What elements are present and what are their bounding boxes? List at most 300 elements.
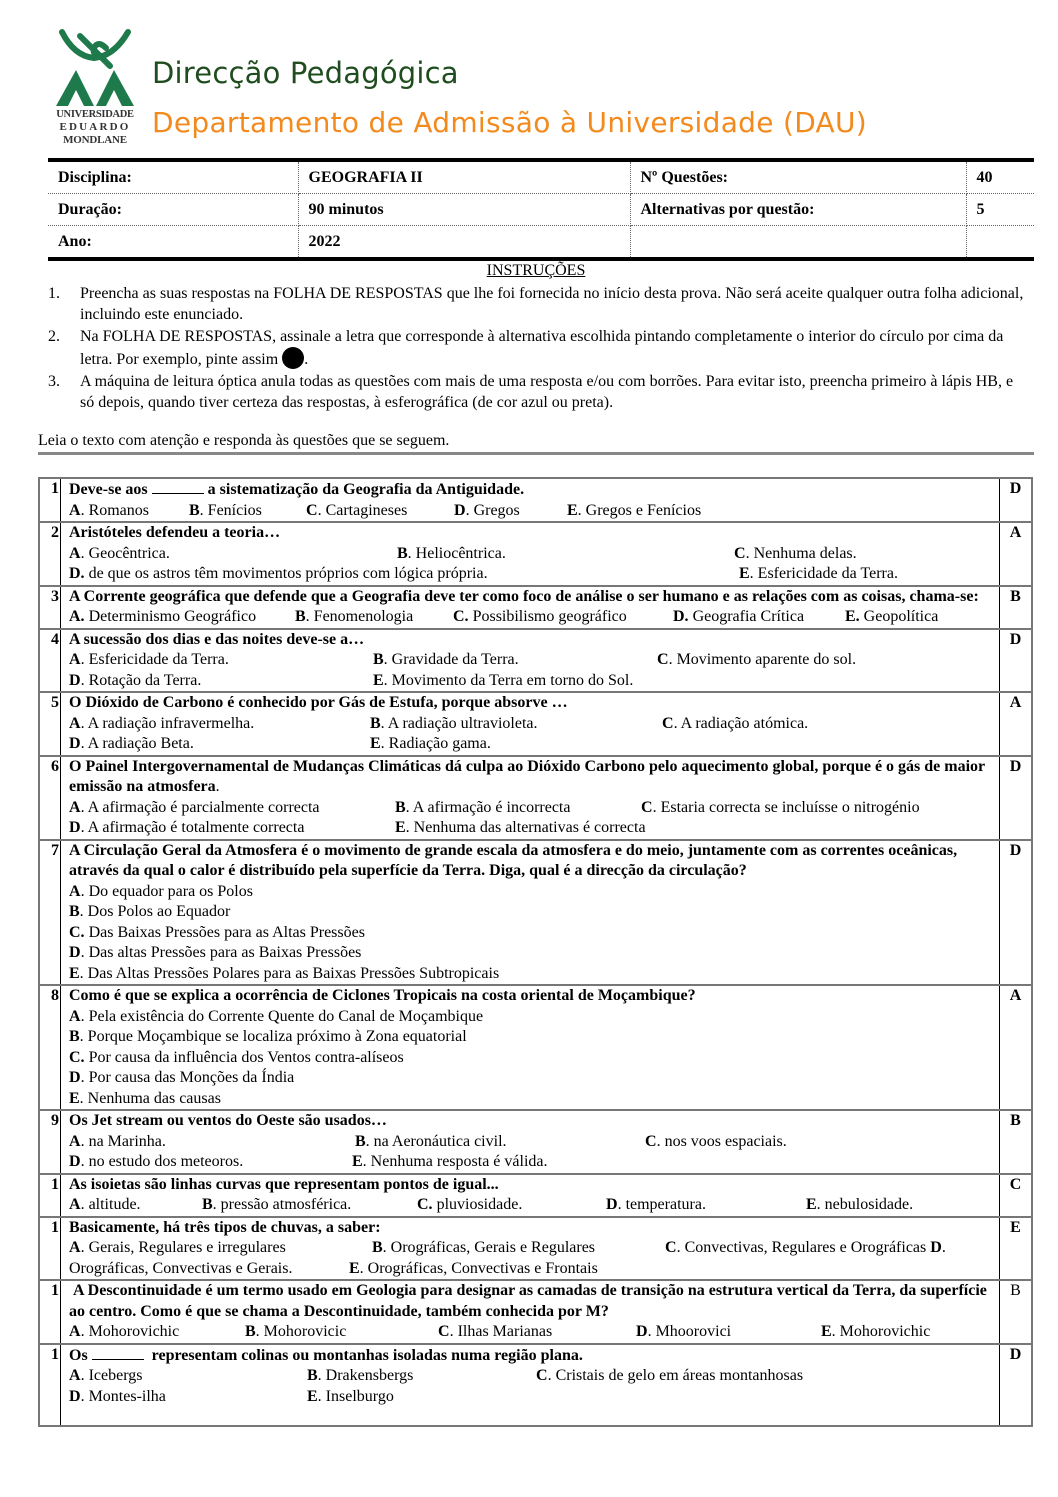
question-row xyxy=(39,629,1032,693)
option-d xyxy=(69,1068,993,1089)
option-letter: E xyxy=(739,565,750,582)
question-row xyxy=(39,522,1032,586)
option-text: . A radiação infravermelha. xyxy=(80,714,255,732)
logo-emblem-icon xyxy=(54,26,136,108)
option-text: . Fenícios xyxy=(199,501,262,519)
answer-key: B xyxy=(1000,586,1033,629)
option-b xyxy=(307,1366,413,1387)
option-d xyxy=(454,501,520,522)
option-letter: C xyxy=(536,1367,548,1384)
option-b xyxy=(395,798,570,819)
option-e xyxy=(567,501,701,522)
option-b xyxy=(69,1027,993,1048)
instruction-number: 3. xyxy=(48,373,60,390)
question-text: O Dióxido de Carbono é conhecido por Gás de Estufa, porque absorve … xyxy=(69,694,568,711)
option-text: . Gregos e Fenícios xyxy=(577,501,702,519)
instruction-text: Na FOLHA DE RESPOSTAS, assinale a letra que corresponde à alternativa escolhida pintando completamente o interior do círculo por cima da letra. Por exemplo, pinte assim xyxy=(80,328,1004,368)
options-row xyxy=(69,650,993,671)
option-letter: A xyxy=(69,1367,81,1384)
option-letter: A xyxy=(69,1196,81,1213)
option-text: . na Marinha. xyxy=(80,1132,166,1150)
option-letter: D xyxy=(69,1387,81,1405)
option-text: . Porque Moçambique se localiza próximo à Zona equatorial xyxy=(79,1028,467,1045)
option-d xyxy=(69,671,201,692)
option-letter: E. xyxy=(845,608,860,625)
question-text: Aristóteles defendeu a teoria… xyxy=(69,524,281,541)
questoes-value: 40 xyxy=(966,160,1034,194)
option-text: . Esfericidade da Terra. xyxy=(749,565,898,582)
filled-circle-icon xyxy=(282,347,304,369)
option-letter: C xyxy=(641,798,653,816)
option-text: . Movimento da Terra em torno do Sol. xyxy=(383,671,634,689)
question-text: A sucessão dos dias e das noites deve-se a… xyxy=(69,630,365,648)
question-body xyxy=(61,1344,1000,1426)
options-row xyxy=(69,1366,993,1387)
document-header xyxy=(48,24,948,154)
option-text: . Drakensbergs xyxy=(317,1367,414,1384)
option-letter: C. xyxy=(69,923,85,941)
option-letter: E xyxy=(395,819,406,836)
question-number: 5 xyxy=(39,692,61,756)
instructions-list xyxy=(48,283,1026,413)
option-text: O Painel Intergovernamental de Mudanças Climáticas dá culpa ao Dióxido Carbono pelo aquecimento global, porque é o gás de maior emissão na atmosfera xyxy=(69,757,985,795)
option-letter: E xyxy=(373,671,384,689)
option-text: . Orográficas, Convectivas e Frontais xyxy=(359,1259,598,1277)
question-row xyxy=(39,692,1032,756)
option-text: . Geocêntrica. xyxy=(80,544,170,562)
question-text-end: representam colinas ou montanhas isoladas numa região plana. xyxy=(147,1346,583,1364)
option-text: . Rotação da Terra. xyxy=(80,671,202,689)
option-text: . Dos Polos ao Equador xyxy=(79,903,231,920)
question-number: 7 xyxy=(39,840,61,986)
option-text: . Radiação gama. xyxy=(380,735,491,752)
option-text: . A radiação atómica. xyxy=(673,714,809,732)
option-b xyxy=(295,607,413,628)
question-text xyxy=(69,757,993,798)
answer-key: A xyxy=(1000,522,1033,586)
question-number: 3 xyxy=(39,586,61,629)
answer-key: D xyxy=(1000,840,1033,986)
option-letter: E xyxy=(821,1323,832,1340)
option-a xyxy=(69,1322,179,1343)
option-text: . temperatura. xyxy=(617,1196,706,1213)
question-text: Basicamente, há três tipos de chuvas, a saber: xyxy=(69,1218,381,1236)
option-e xyxy=(739,564,898,585)
option-a xyxy=(69,1132,166,1153)
options-row xyxy=(69,564,993,585)
instruction-item xyxy=(48,326,1026,370)
options-row xyxy=(69,1322,993,1343)
logo-line-1: UNIVERSIDADE xyxy=(56,109,134,120)
option-text: . nos voos espaciais. xyxy=(656,1132,787,1150)
option-d-continued: Orográficas, Convectivas e Gerais. xyxy=(69,1259,293,1277)
option-letter: C xyxy=(645,1132,657,1150)
option-text: . Mohorovichic xyxy=(80,1323,180,1340)
question-row xyxy=(39,1217,1032,1281)
option-e xyxy=(806,1195,913,1216)
question-text-end: a sistematização da Geografia da Antiguidade. xyxy=(207,481,525,498)
info-row xyxy=(48,194,1034,226)
option-text: . A radiação Beta. xyxy=(80,735,194,752)
question-number: 1 xyxy=(39,1174,61,1217)
option-text: Geografia Crítica xyxy=(688,608,805,625)
question-body xyxy=(61,1174,1000,1217)
option-text: . Inselburgo xyxy=(317,1387,394,1405)
option-e xyxy=(821,1322,930,1343)
question-body xyxy=(61,1110,1000,1174)
fill-blank xyxy=(92,1345,144,1360)
duracao-value: 90 minutos xyxy=(298,194,630,226)
option-letter: D xyxy=(69,1153,81,1170)
instruction-number: 2. xyxy=(48,328,60,345)
options-row xyxy=(69,1132,993,1153)
option-c: C. Convectivas, Regulares e Orográficas D. xyxy=(665,1239,946,1256)
question-number: 1 xyxy=(39,1280,61,1344)
answer-key: D xyxy=(1000,1344,1033,1426)
question-number: 1 xyxy=(39,1217,61,1281)
option-letter: A xyxy=(69,544,81,562)
option-letter: D xyxy=(606,1196,618,1213)
question-number: 2 xyxy=(39,522,61,586)
option-d xyxy=(69,564,488,585)
option-c xyxy=(641,798,920,819)
exam-info-table xyxy=(48,158,1034,261)
option-c xyxy=(657,650,856,671)
option-c xyxy=(69,1048,993,1069)
option-letter: A xyxy=(69,501,81,519)
option-text: Por causa da influência dos Ventos contra-alíseos xyxy=(84,1048,404,1066)
option-text: . Das altas Pressões para as Baixas Pressões xyxy=(80,944,362,961)
question-body xyxy=(61,586,1000,629)
instruction-item xyxy=(48,283,1026,325)
option-e xyxy=(349,1259,598,1280)
disciplina-value: GEOGRAFIA II xyxy=(298,160,630,194)
option-text: . Do equador para os Polos xyxy=(80,882,253,900)
option-text: . Cristais de gelo em áreas montanhosas xyxy=(547,1367,804,1384)
option-b xyxy=(373,650,519,671)
option-e xyxy=(845,607,938,628)
option-b xyxy=(189,501,262,522)
option-letter: D xyxy=(69,671,81,689)
question-text: Os Jet stream ou ventos do Oeste são usados… xyxy=(69,1112,387,1129)
question-number: 8 xyxy=(39,985,61,1110)
info-row xyxy=(48,226,1034,260)
option-letter: A xyxy=(69,714,81,732)
option-a xyxy=(69,607,256,628)
option-a xyxy=(69,1366,142,1387)
question-text: As isoietas são linhas curvas que representam pontos de igual... xyxy=(69,1175,499,1193)
option-text: de que os astros têm movimentos próprios com lógica própria. xyxy=(84,565,488,582)
options-row xyxy=(69,1152,993,1173)
fill-blank xyxy=(152,479,204,494)
option-letter: E xyxy=(307,1387,318,1405)
question-body xyxy=(61,522,1000,586)
option-letter: C xyxy=(438,1323,450,1340)
option-c xyxy=(536,1366,803,1387)
question-text-start: Os xyxy=(69,1346,88,1364)
option-text: . Pela existência do Corrente Quente do Canal de Moçambique xyxy=(80,1007,484,1025)
option-text: . Convectivas, Regulares e Orográficas xyxy=(676,1239,931,1256)
option-c xyxy=(438,1322,552,1343)
instruction-item xyxy=(48,371,1026,413)
option-letter: A xyxy=(69,798,81,816)
option-letter: B xyxy=(397,544,408,562)
option-letter: B xyxy=(69,1028,80,1045)
question-row xyxy=(39,586,1032,629)
options-row xyxy=(69,1195,993,1216)
logo-line-3: MONDLANE xyxy=(63,134,127,146)
answer-key: E xyxy=(1000,1217,1033,1281)
option-d xyxy=(69,734,194,755)
option-text: . altitude. xyxy=(80,1196,141,1213)
options-row xyxy=(69,544,993,565)
option-letter: E xyxy=(69,964,80,982)
option-d xyxy=(69,1152,243,1173)
option-a xyxy=(69,1238,286,1259)
question-row xyxy=(39,478,1032,522)
option-letter: C. xyxy=(453,608,469,625)
option-e xyxy=(395,818,646,839)
option-letter: C xyxy=(306,501,318,519)
question-number: 4 xyxy=(39,629,61,693)
option-text: . nebulosidade. xyxy=(816,1196,914,1213)
empty-cell xyxy=(630,226,966,260)
options-row xyxy=(69,1238,993,1259)
option-b xyxy=(202,1195,351,1216)
option-letter: D xyxy=(636,1323,648,1340)
option-a xyxy=(69,501,149,522)
options-row xyxy=(69,818,993,839)
ano-label: Ano: xyxy=(48,226,298,260)
option-text: . Mhoorovici xyxy=(647,1323,732,1340)
option-letter: E xyxy=(567,501,578,519)
question-text: A Corrente geográfica que defende que a Geografia deve ter como foco de análise o ser humano e as relações com as coisas, chama-se: xyxy=(69,587,979,605)
option-letter: D xyxy=(69,944,81,961)
question-body xyxy=(61,629,1000,693)
option-e xyxy=(370,734,491,755)
options-row xyxy=(69,1259,993,1280)
option-letter: D. xyxy=(69,565,85,582)
option-text: . xyxy=(215,778,220,795)
option-e xyxy=(352,1152,548,1173)
option-text: . Mohorovichic xyxy=(831,1323,931,1340)
option-text: . A afirmação é incorrecta xyxy=(405,798,571,816)
option-text: Das Baixas Pressões para as Altas Pressões xyxy=(84,923,365,941)
option-e xyxy=(307,1387,394,1408)
info-row xyxy=(48,160,1034,194)
option-e xyxy=(69,1089,993,1110)
option-letter: B xyxy=(372,1239,383,1256)
option-letter: D xyxy=(454,501,466,519)
option-text: pluviosidade. xyxy=(432,1196,523,1213)
option-d xyxy=(673,607,804,628)
answer-key: D xyxy=(1000,629,1033,693)
options-row xyxy=(69,1387,993,1408)
option-text: . no estudo dos meteoros. xyxy=(80,1153,244,1170)
option-text: Possibilismo geográfico xyxy=(468,608,627,625)
option-a xyxy=(69,650,229,671)
option-c xyxy=(645,1132,787,1153)
option-letter: B xyxy=(295,608,306,625)
option-letter: D xyxy=(930,1239,942,1256)
answer-key: C xyxy=(1000,1174,1033,1217)
option-letter: E xyxy=(352,1153,363,1170)
option-text: . Gregos xyxy=(465,501,520,519)
option-text: . Cartagineses xyxy=(317,501,408,519)
option-letter: E xyxy=(349,1259,360,1277)
instruction-number: 1. xyxy=(48,285,60,302)
option-letter: E xyxy=(69,1089,80,1107)
question-body xyxy=(61,985,1000,1110)
option-letter: D. xyxy=(673,608,689,625)
question-text-start: Deve-se aos xyxy=(69,481,148,498)
option-c xyxy=(734,544,857,565)
header-subtitle: Departamento de Admissão à Universidade (DAU) xyxy=(152,106,868,139)
option-text: . A afirmação é parcialmente correcta xyxy=(80,798,320,816)
instructions-title: INSTRUÇÕES xyxy=(486,262,586,279)
duracao-label: Duração: xyxy=(48,194,298,226)
divider xyxy=(38,452,1034,455)
option-c xyxy=(662,714,808,735)
option-letter: C xyxy=(665,1239,677,1256)
question-number: 1 xyxy=(39,478,61,522)
question-row xyxy=(39,1110,1032,1174)
question-row xyxy=(39,756,1032,840)
options-row xyxy=(69,607,993,628)
option-text: . Fenomenologia xyxy=(305,608,414,625)
answer-key: A xyxy=(1000,692,1033,756)
question-body xyxy=(61,1280,1000,1344)
options-row xyxy=(69,798,993,819)
option-letter: E xyxy=(806,1196,817,1213)
option-b xyxy=(372,1238,595,1259)
question-row xyxy=(39,840,1032,986)
option-text: . Gerais, Regulares e irregulares xyxy=(80,1239,286,1256)
option-a xyxy=(69,798,320,819)
option-c xyxy=(417,1195,522,1216)
option-text: . pressão atmosférica. xyxy=(212,1196,352,1213)
question-body xyxy=(61,478,1000,522)
option-d xyxy=(69,943,993,964)
option-text: . Heliocêntrica. xyxy=(407,544,506,562)
options-row xyxy=(69,714,993,735)
option-letter: C. xyxy=(417,1196,433,1213)
ano-value: 2022 xyxy=(298,226,630,260)
option-letter: D xyxy=(69,1069,81,1086)
answer-key: B xyxy=(1000,1110,1033,1174)
option-letter: B xyxy=(373,651,384,668)
option-text: . Nenhuma delas. xyxy=(745,544,857,562)
option-letter: C xyxy=(657,651,669,668)
questoes-label: Nº Questões: xyxy=(630,160,966,194)
option-letter: B xyxy=(189,501,200,519)
question-body xyxy=(61,840,1000,986)
option-letter: B xyxy=(370,714,381,732)
alternativas-label: Alternativas por questão: xyxy=(630,194,966,226)
option-text: . na Aeronáutica civil. xyxy=(365,1132,507,1150)
question-body xyxy=(61,692,1000,756)
option-text: . Estaria correcta se incluísse o nitrogénio xyxy=(652,798,920,816)
option-a xyxy=(69,882,993,903)
option-letter: C xyxy=(734,544,746,562)
option-letter: C xyxy=(662,714,674,732)
option-text: . Montes-ilha xyxy=(80,1387,166,1405)
answer-key: D xyxy=(1000,756,1033,840)
option-letter: A xyxy=(69,1007,81,1025)
question-text xyxy=(69,479,993,501)
option-d xyxy=(606,1195,706,1216)
option-a xyxy=(69,1195,141,1216)
option-letter: A xyxy=(69,882,81,900)
option-a xyxy=(69,1007,993,1028)
option-a xyxy=(69,544,170,565)
lead-text: Leia o texto com atenção e responda às questões que se seguem. xyxy=(38,432,450,449)
option-c xyxy=(306,501,407,522)
alternativas-value: 5 xyxy=(966,194,1034,226)
questions-table xyxy=(38,477,1033,1427)
option-e xyxy=(373,671,633,692)
option-text: Determinismo Geográfico xyxy=(84,608,257,625)
header-title: Direcção Pedagógica xyxy=(152,56,459,90)
question-number: 9 xyxy=(39,1110,61,1174)
option-text: . Nenhuma resposta é válida. xyxy=(362,1153,548,1170)
option-a xyxy=(69,714,254,735)
option-text: . Romanos xyxy=(80,501,150,519)
option-b xyxy=(69,902,993,923)
question-row xyxy=(39,1344,1032,1426)
option-e xyxy=(69,964,993,985)
question-text: A Circulação Geral da Atmosfera é o movimento de grande escala da atmosfera e do meio, juntamente com as correntes oceânicas, através da qual o calor é distribuído pela superfície da Terra. Diga, qual é a direcção da circulação? xyxy=(69,841,958,879)
option-d xyxy=(636,1322,731,1343)
option-text: Geopolítica xyxy=(859,608,939,625)
question-body xyxy=(61,1217,1000,1281)
options-row xyxy=(69,671,993,692)
option-b xyxy=(370,714,538,735)
option-text: . Icebergs xyxy=(80,1367,143,1384)
instruction-text-end: . xyxy=(304,351,309,368)
option-letter: B xyxy=(355,1132,366,1150)
option-letter: A xyxy=(69,651,81,668)
options-row xyxy=(69,501,993,522)
option-letter: A. xyxy=(69,608,85,625)
question-text xyxy=(69,1345,993,1367)
option-letter: B xyxy=(395,798,406,816)
option-text: . Nenhuma das causas xyxy=(79,1089,221,1107)
option-letter: A xyxy=(69,1132,81,1150)
option-text: . Gravidade da Terra. xyxy=(383,651,519,668)
answer-key: B xyxy=(1000,1280,1033,1344)
option-text: . Esfericidade da Terra. xyxy=(80,651,229,668)
option-letter: B xyxy=(307,1367,318,1384)
answer-key: A xyxy=(1000,985,1033,1110)
option-text: . Nenhuma das alternativas é correcta xyxy=(405,819,646,836)
option-text: . Ilhas Marianas xyxy=(449,1323,553,1340)
question-body xyxy=(61,756,1000,840)
option-text: . Das Altas Pressões Polares para as Baixas Pressões Subtropicais xyxy=(79,964,500,982)
option-text: . A afirmação é totalmente correcta xyxy=(80,819,305,836)
question-text: Como é que se explica a ocorrência de Ciclones Tropicais na costa oriental de Moçambique? xyxy=(69,987,696,1004)
question-number: 6 xyxy=(39,756,61,840)
option-letter: C. xyxy=(69,1048,85,1066)
option-text: . A radiação ultravioleta. xyxy=(380,714,538,732)
option-d xyxy=(69,818,304,839)
option-text: . Mohorovicic xyxy=(255,1323,347,1340)
option-letter: B xyxy=(202,1196,213,1213)
option-b xyxy=(397,544,506,565)
empty-cell xyxy=(966,226,1034,260)
option-letter: D xyxy=(69,819,81,836)
options-row xyxy=(69,734,993,755)
